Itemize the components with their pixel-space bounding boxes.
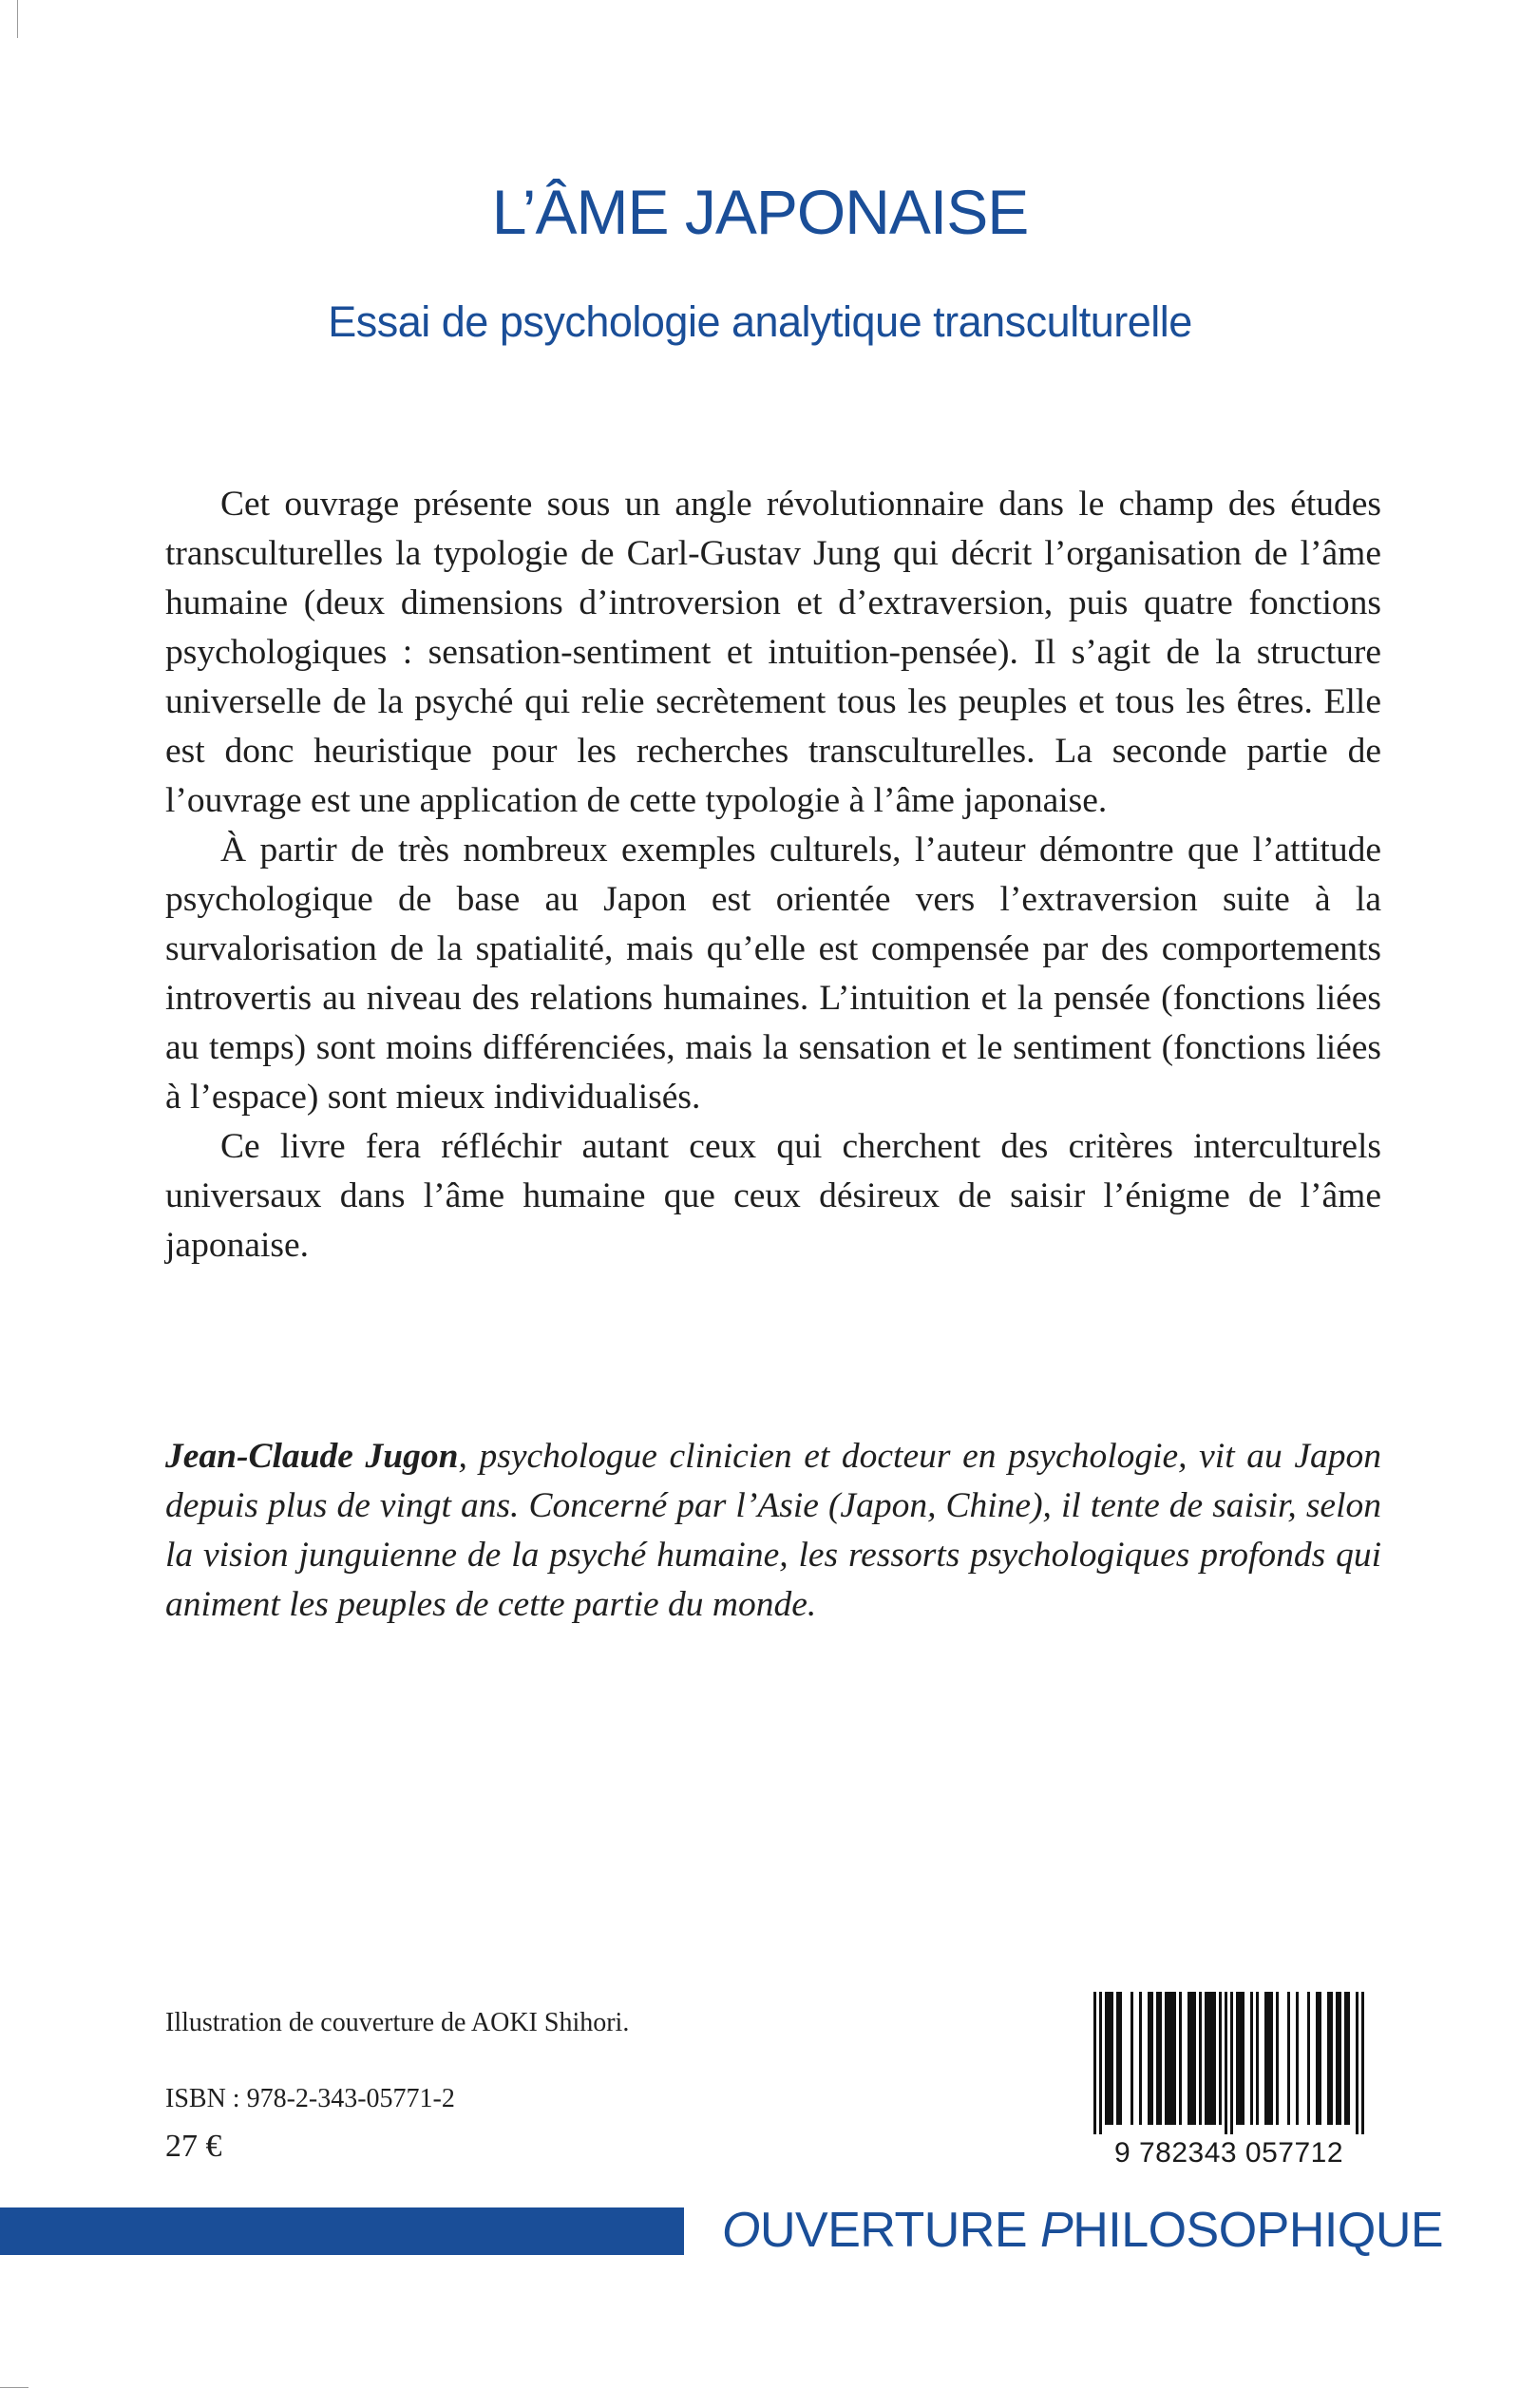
barcode-bar [1270, 1992, 1273, 2125]
barcode-bar [1242, 1992, 1244, 2125]
barcode-bar [1336, 1992, 1339, 2125]
barcode-bar [1239, 1992, 1242, 2125]
barcode-bar [1316, 1992, 1319, 2125]
barcode-bar [1173, 1992, 1176, 2125]
barcode-bar [1307, 1992, 1310, 2125]
barcode-bar [1250, 1992, 1253, 2125]
crop-mark-bottom [0, 2387, 28, 2388]
barcode-bars [1086, 1992, 1372, 2134]
author-description: , psychologue clinicien et docteur en psychologie, vit au Japon depuis plus de vingt ans. Concerné par l’Asie (Japon, Chine), il tente de saisir, selon la vision junguienne de la psyché humaine, les ressorts psychologiques profonds qui animent les peuples de cette partie du monde. [165, 1437, 1381, 1624]
barcode-bar [1236, 1992, 1239, 2125]
barcode-bar [1130, 1992, 1133, 2125]
barcode-bar [1116, 1992, 1119, 2125]
barcode-bar [1179, 1992, 1182, 2125]
barcode-bar [1219, 1992, 1222, 2125]
barcode-bar [1148, 1992, 1150, 2125]
collection-bar [0, 2207, 684, 2255]
collection-initial-2: P [1040, 2203, 1074, 2258]
book-subtitle: Essai de psychologie analytique transculturelle [328, 297, 1192, 346]
barcode-bar [1276, 1992, 1279, 2125]
barcode-bar [1105, 1992, 1108, 2125]
price: 27 € [165, 2129, 222, 2164]
author-name: Jean-Claude Jugon [165, 1437, 459, 1476]
blurb-paragraph: Cet ouvrage présente sous un angle révolutionnaire dans le champ des études transculturelles la typologie de Carl-Gustav Jung qui décrit l’organisation de l’âme humaine (deux dimensions d’introversion et d’extraversion, puis quatre fonctions psychologiques : sensation-sentiment et intuition-pensée). Il s’agit de la structure universelle de la psyché qui relie secrètement tous les peuples et tous les êtres. Elle est donc heuristique pour les recherches transculturelles. La seconde partie de l’ouvrage est une application de cette typologie à l’âme japonaise. [165, 485, 1381, 820]
barcode-bar [1111, 1992, 1113, 2125]
illustration-credit: Illustration de couverture de AOKI Shihori. [165, 2008, 630, 2037]
barcode-bar [1093, 1992, 1096, 2134]
barcode-bar [1287, 1992, 1290, 2125]
barcode-bar [1210, 1992, 1213, 2125]
author-bio [165, 1432, 1381, 1630]
crop-mark-top [17, 0, 18, 38]
barcode-bar [1199, 1992, 1202, 2125]
collection-name [722, 2202, 1443, 2259]
isbn-line: ISBN : 978-2-343-05771-2 [165, 2084, 455, 2113]
barcode-bar [1256, 1992, 1259, 2125]
barcode-bar [1165, 1992, 1168, 2125]
book-title: L’ÂME JAPONAISE [491, 177, 1029, 247]
barcode-bar [1339, 1992, 1341, 2125]
barcode-digits: 9 782343 057712 [1113, 2137, 1344, 2169]
barcode-bar [1327, 1992, 1330, 2125]
barcode-bar [1119, 1992, 1122, 2125]
blurb-text [165, 480, 1381, 1271]
barcode-bar [1188, 1992, 1190, 2125]
barcode-bar [1347, 1992, 1350, 2125]
barcode-bar [1319, 1992, 1321, 2125]
barcode-bar [1099, 1992, 1102, 2134]
barcode-bar [1230, 1992, 1233, 2134]
barcode-bar [1170, 1992, 1173, 2125]
barcode-bar [1156, 1992, 1159, 2125]
blurb-paragraph: Ce livre fera réfléchir autant ceux qui cherchent des critères interculturels universaux dans l’âme humaine que ceux désireux de saisir l’énigme de l’âme japonaise. [165, 1127, 1381, 1265]
barcode-bar [1139, 1992, 1142, 2125]
barcode-bar [1190, 1992, 1193, 2125]
barcode-bar [1150, 1992, 1153, 2125]
barcode [1086, 1992, 1372, 2177]
barcode-bar [1207, 1992, 1210, 2125]
barcode-bar [1225, 1992, 1227, 2134]
barcode-bar [1264, 1992, 1267, 2125]
barcode-bar [1356, 1992, 1358, 2134]
collection-initial-1: O [722, 2203, 760, 2258]
barcode-bar [1159, 1992, 1162, 2125]
blurb-paragraph: À partir de très nombreux exemples culturels, l’auteur démontre que l’attitude psychologique de base au Japon est orientée vers l’extraversion suite à la survalorisation de la spatialité, mais qu’elle est compensée par des comportements introvertis au niveau des relations humaines. L’intuition et la pensée (fonctions liées au temps) sont moins différenciées, mais la sensation et le sentiment (fonctions liées à l’espace) sont mieux individualisés. [165, 831, 1381, 1117]
barcode-bar [1213, 1992, 1216, 2125]
collection-word-1: UVERTURE [759, 2203, 1040, 2258]
barcode-bar [1193, 1992, 1196, 2125]
barcode-bar [1344, 1992, 1347, 2125]
collection-word-2: HILOSOPHIQUE [1073, 2203, 1444, 2258]
barcode-bar [1267, 1992, 1270, 2125]
barcode-bar [1361, 1992, 1364, 2134]
barcode-bar [1108, 1992, 1111, 2125]
barcode-bar [1168, 1992, 1170, 2125]
barcode-bar [1205, 1992, 1207, 2125]
barcode-bar [1296, 1992, 1299, 2125]
barcode-bar [1330, 1992, 1333, 2125]
